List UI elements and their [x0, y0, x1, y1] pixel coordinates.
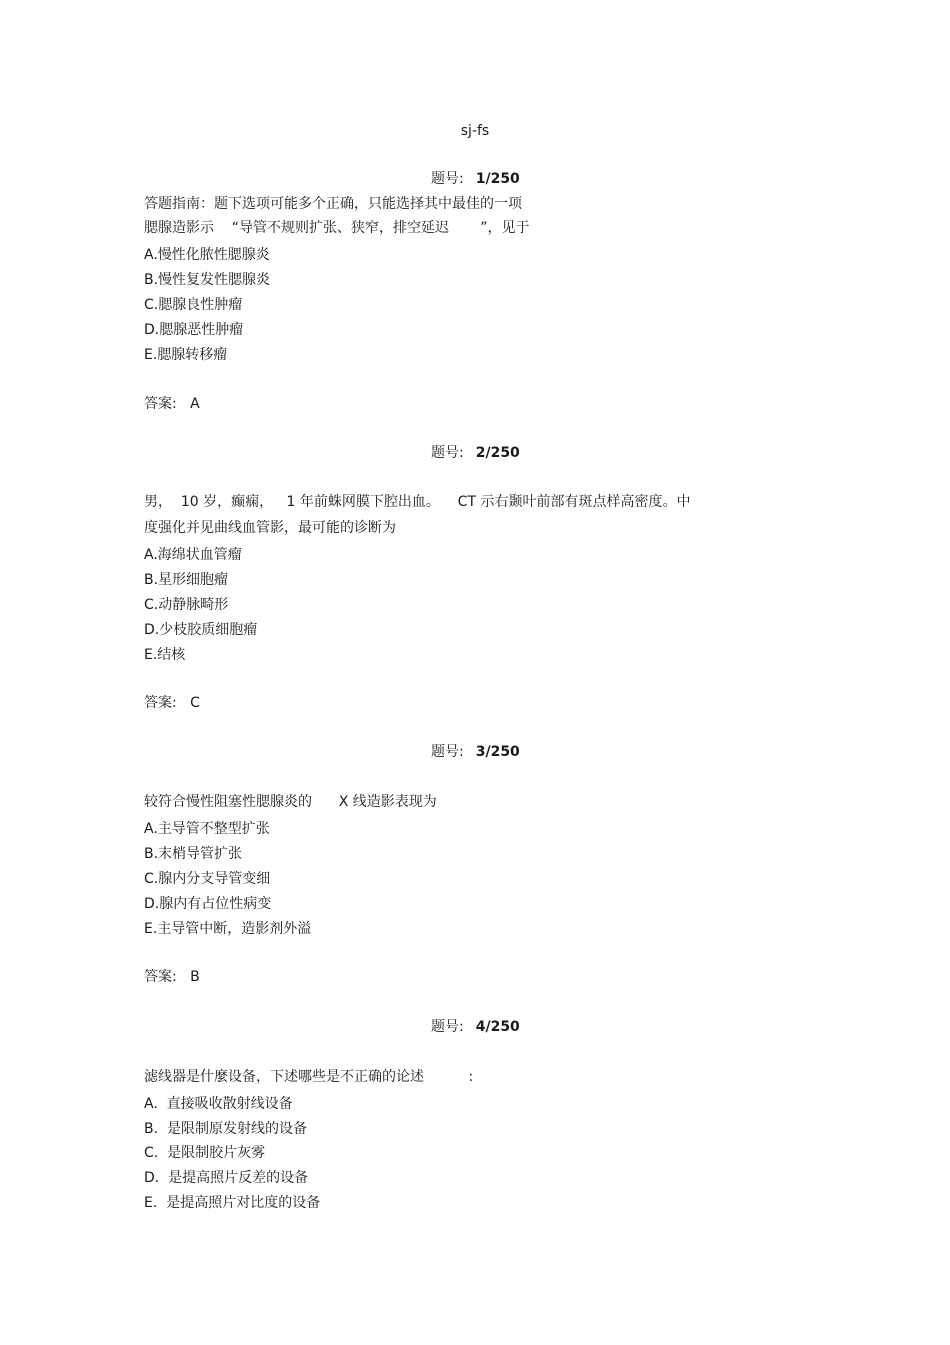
question-1-option-e: E.腮腺转移瘤 — [144, 347, 228, 363]
question-number-value: 1/250 — [475, 171, 520, 187]
answer-value: A — [190, 396, 200, 412]
question-3-answer — [144, 968, 200, 986]
question-1-number — [431, 170, 520, 188]
question-2-option-d: D.少枝胶质细胞瘤 — [144, 622, 258, 638]
question-2-option-e: E.结核 — [144, 647, 186, 663]
question-1-option-d: D.腮腺恶性肿瘤 — [144, 322, 244, 338]
question-3-option-b: B.末梢导管扩张 — [144, 846, 243, 862]
answer-label: 答案: — [144, 695, 177, 711]
question-4-number — [431, 1018, 520, 1036]
question-2-option-b: B.星形细胞瘤 — [144, 572, 229, 588]
question-4-option-a: A. 直接吸收散射线设备 — [144, 1096, 293, 1112]
question-2-option-a: A.海绵状血管瘤 — [144, 547, 242, 563]
answer-value: B — [190, 969, 200, 985]
question-4-option-c: C. 是限制胶片灰雾 — [144, 1145, 266, 1161]
question-3-option-e: E.主导管中断，造影剂外溢 — [144, 921, 312, 937]
answer-label: 答案: — [144, 396, 177, 412]
question-1-option-c: C.腮腺良性肿瘤 — [144, 297, 243, 313]
question-3-stem: 较符合慢性阻塞性腮腺炎的 X 线造影表现为 — [144, 794, 437, 810]
question-1-option-b: B.慢性复发性腮腺炎 — [144, 272, 271, 288]
question-number-value: 2/250 — [475, 445, 520, 461]
question-1-answer — [144, 395, 200, 413]
answer-label: 答案: — [144, 969, 177, 985]
question-number-label: 题号: — [431, 171, 464, 187]
question-4-option-e: E. 是提高照片对比度的设备 — [144, 1195, 321, 1211]
question-3-option-d: D.腺内有占位性病变 — [144, 896, 272, 912]
question-3-option-a: A.主导管不整型扩张 — [144, 821, 270, 837]
question-4-option-d: D. 是提高照片反差的设备 — [144, 1170, 309, 1186]
question-1-option-a: A.慢性化脓性腮腺炎 — [144, 247, 270, 263]
question-2-answer — [144, 694, 200, 712]
question-2-option-c: C.动静脉畸形 — [144, 597, 229, 613]
question-3-number — [431, 743, 520, 761]
document-title: sj-fs — [460, 123, 490, 139]
question-number-value: 4/250 — [475, 1019, 520, 1035]
question-4-option-b: B. 是限制原发射线的设备 — [144, 1121, 307, 1137]
question-1-instruction: 答题指南：题下选项可能多个正确，只能选择其中最佳的一项 — [144, 196, 522, 212]
question-4-stem: 滤线器是什麼设备，下述哪些是不正确的论述 : — [144, 1069, 474, 1085]
question-2-stem-line-2: 度强化并见曲线血管影，最可能的诊断为 — [144, 520, 396, 536]
question-number-label: 题号: — [431, 445, 464, 461]
question-1-stem: 腮腺造影示 “导管不规则扩张、狭窄，排空延迟 ”，见于 — [144, 220, 530, 236]
answer-value: C — [190, 695, 200, 711]
question-2-number — [431, 444, 520, 462]
question-number-value: 3/250 — [475, 744, 520, 760]
question-number-label: 题号: — [431, 1019, 464, 1035]
question-number-label: 题号: — [431, 744, 464, 760]
question-3-option-c: C.腺内分支导管变细 — [144, 871, 271, 887]
question-2-stem-line-1: 男， 10 岁，癫痫， 1 年前蛛网膜下腔出血。 CT 示右颞叶前部有斑点样高密度。中 — [144, 494, 691, 510]
